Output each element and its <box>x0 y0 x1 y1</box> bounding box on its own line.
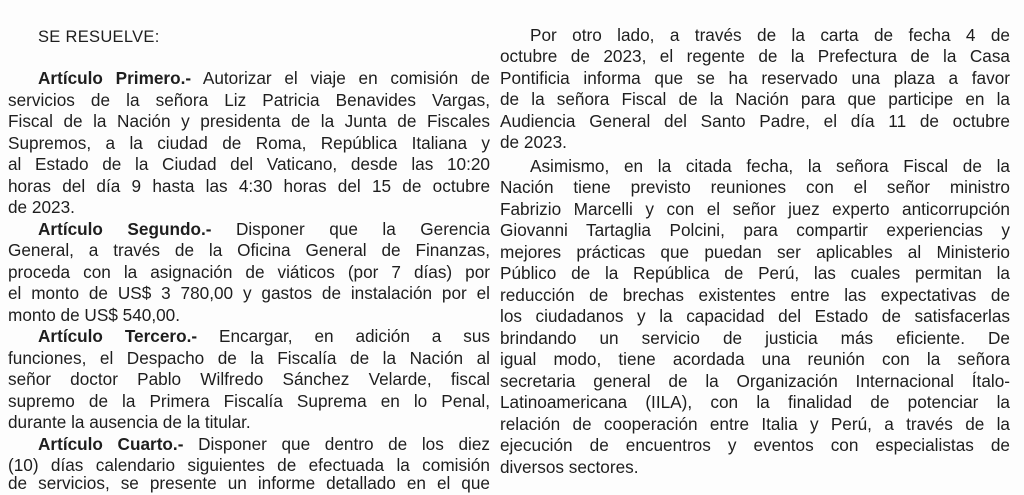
article-third-line-2: funciones, el Despacho de la Fiscalía de la Nación al <box>8 348 490 368</box>
article-fourth-line-2: (10) días calendario siguientes de efectuada la comisión <box>8 455 490 475</box>
right-paragraph-2-line-11: secretaria general de la Organización Internacional Ítalo- <box>500 371 1010 391</box>
right-paragraph-2-line-9: brindando un servicio de justicia más eficiente. De <box>500 328 1010 348</box>
article-first-line-1: Artículo Primero.- Autorizar el viaje en comisión de <box>38 68 490 88</box>
right-paragraph-1-line-4: de la señora Fiscal de la Nación para que participe en la <box>500 89 1010 109</box>
article-first-line-3: Fiscal de la Nación y presidenta de la Junta de Fiscales <box>8 111 490 131</box>
article-second-line-3: proceda con la asignación de viáticos (por 7 días) por <box>8 262 490 282</box>
article-second-line-1: Artículo Segundo.- Disponer que la Gerencia <box>38 219 490 239</box>
article-first-line-2: servicios de la señora Liz Patricia Benavides Vargas, <box>8 90 490 110</box>
article-fourth-title: Artículo Cuarto.- <box>38 434 184 454</box>
right-paragraph-2-line-10: igual modo, tiene acordada una reunión con la señora <box>500 349 1010 369</box>
right-paragraph-2-line-13: relación de cooperación entre Italia y Perú, a través de la <box>500 414 1010 434</box>
article-third-title: Artículo Tercero.- <box>38 326 198 346</box>
article-first-line-6: horas del día 9 hasta las 4:30 horas del 15 de octubre <box>8 176 490 196</box>
right-paragraph-2-line-12: Latinoamericana (IILA), con la finalidad de potenciar la <box>500 392 1010 412</box>
right-paragraph-2-line-7: reducción de brechas existentes entre las expectativas de <box>500 285 1010 305</box>
right-paragraph-2-line-8: los ciudadanos y la capacidad del Estado de satisfacerlas <box>500 306 1010 326</box>
article-third-line-4: supremo de la Primera Fiscalía Suprema en lo Penal, <box>8 391 490 411</box>
resolution-heading: SE RESUELVE: <box>38 28 160 46</box>
article-first-title: Artículo Primero.- <box>38 68 192 88</box>
article-first-line-5: al Estado de la Ciudad del Vaticano, desde las 10:20 <box>8 154 490 174</box>
right-paragraph-1-line-6: de 2023. <box>500 132 567 152</box>
right-paragraph-2-line-14: ejecución de encuentros y eventos con especialistas de <box>500 435 1010 455</box>
right-paragraph-1-line-5: Audiencia General del Santo Padre, el día 11 de octubre <box>500 111 1010 131</box>
article-third-line-3: señor doctor Pablo Wilfredo Sánchez Velarde, fiscal <box>8 369 490 389</box>
right-paragraph-2-line-6: Público de la República de Perú, las cuales permitan la <box>500 263 1010 283</box>
article-second-line-4: el monto de US$ 3 780,00 y gastos de instalación por el <box>8 283 490 303</box>
right-paragraph-1-line-3: Pontificia informa que se ha reservado una plaza a favor <box>500 68 1010 88</box>
right-paragraph-2-line-2: Nación tiene previsto reuniones con el señor ministro <box>500 177 1010 197</box>
article-fourth-line-1: Artículo Cuarto.- Disponer que dentro de los diez <box>38 434 490 454</box>
article-fourth-line-3: de servicios, se presente un informe detallado en el que <box>8 473 490 493</box>
right-paragraph-2-line-1: Asimismo, en la citada fecha, la señora Fiscal de la <box>530 156 1010 176</box>
article-first-line-4: Supremos, a la ciudad de Roma, República Italiana y <box>8 133 490 153</box>
right-paragraph-2-line-15: diversos sectores. <box>500 457 639 477</box>
article-second-title: Artículo Segundo.- <box>38 219 212 239</box>
article-second-line-5: monto de US$ 540,00. <box>8 305 180 325</box>
right-paragraph-2-line-4: Giovanni Tartaglia Polcini, para compartir experiencias y <box>500 220 1010 240</box>
article-third-line-1: Artículo Tercero.- Encargar, en adición a sus <box>38 326 490 346</box>
article-third-line-5: durante la ausencia de la titular. <box>8 412 251 432</box>
right-paragraph-1-line-1: Por otro lado, a través de la carta de fecha 4 de <box>530 25 1010 45</box>
right-paragraph-2-line-5: mejores prácticas que puedan ser aplicables al Ministerio <box>500 242 1010 262</box>
right-paragraph-1-line-2: octubre de 2023, el regente de la Prefectura de la Casa <box>500 46 1010 66</box>
article-first-line-7: de 2023. <box>8 197 75 217</box>
right-paragraph-2-line-3: Fabrizio Marcelli y con el señor juez experto anticorrupción <box>500 199 1010 219</box>
article-second-line-2: General, a través de la Oficina General de Finanzas, <box>8 240 490 260</box>
